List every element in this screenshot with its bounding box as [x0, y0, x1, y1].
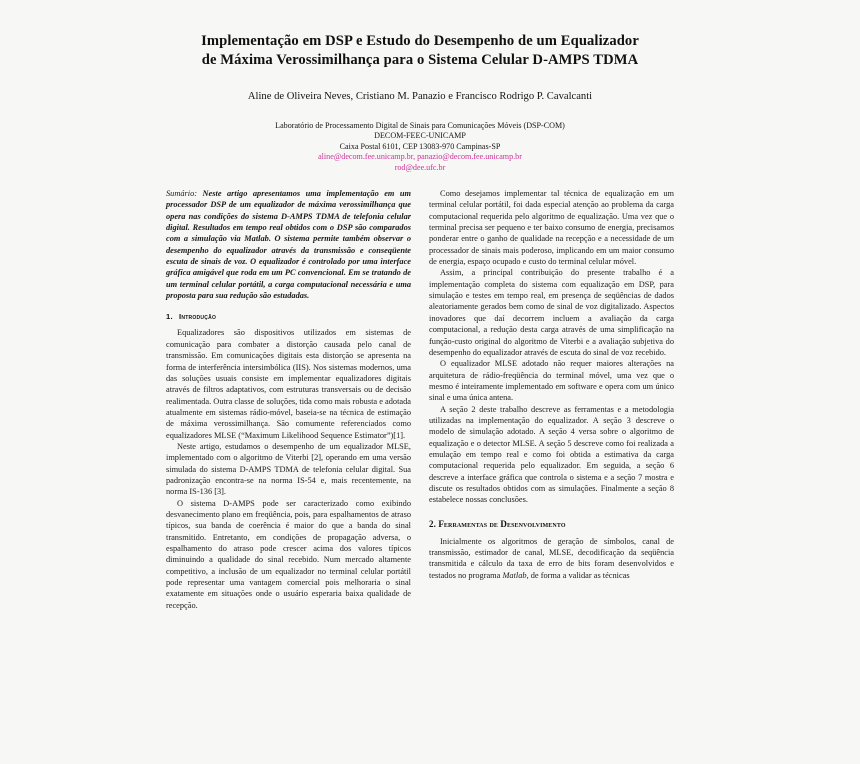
paragraph: Assim, a principal contribuição do presente trabalho é a implementação completa do sistema com equalização em DSP, para simulação e testes em tempo real, em presença de seqüências de dados aleatoriamente gerados bem como de sinal de voz digitalizado. Aspectos inovadores que daí decorrem incluem a avaliação da carga computacional, a redução desta carga através de uma simplificação na função-custo original do algoritmo de Viterbi e a avaliação subjetiva do desempenho do equalizador através de escuta do sinal de voz recebido.	[429, 268, 674, 357]
author-list: Aline de Oliveira Neves, Cristiano M. Panazio e Francisco Rodrigo P. Cavalcanti	[247, 91, 593, 102]
abstract-label: Sumário:	[166, 189, 198, 199]
paragraph: O equalizador MLSE adotado não requer maiores alterações na arquitetura de rádio-freqüência do terminal móvel, uma vez que o mesmo é inteiramente implementado em software e opera com um único sinal e uma única antena.	[429, 359, 674, 403]
affiliation-address: Caixa Postal 6101, CEP 13083-970 Campinas-SP	[339, 141, 501, 151]
section-number-1: 1.	[166, 312, 173, 322]
title-line-1: Implementação em DSP e Estudo do Desempenho de um Equalizador	[201, 33, 639, 49]
affiliation-block	[166, 121, 674, 173]
left-column	[166, 188, 411, 611]
affiliation-department: DECOM-FEEC-UNICAMP	[374, 131, 466, 141]
abstract-paragraph	[166, 188, 411, 301]
paragraph: Equalizadores são dispositivos utilizados em sistemas de comunicação para combater a distorção causada pelo canal de transmissão. Em comunicações digitais esta distorção se apresenta na forma de interferência intersimbólica (IIS). Nos sistemas modernos, uma das soluções usuais consiste em implementar equalizadores digitais através de filtros adaptativos, com estruturas transversais ou de decisão realimentada. Outra classe de soluções, tida como mais robusta e adotada atualmente em sistemas rádio-móvel, baseia-se na técnica de estimação de máxima verossimilhança. São comumente referenciados como equalizadores MLSE (“Maximum Likelihood Sequence Estimator”)[1].	[166, 328, 411, 440]
section-heading-introducao	[166, 312, 411, 321]
page-title	[166, 32, 674, 69]
paragraph: A seção 2 deste trabalho descreve as ferramentas e a metodologia utilizadas na implementação do equalizador. A seção 3 descreve o modelo de simulação adotado. A seção 4 versa sobre o algoritmo de equalização e o detector MLSE. A seção 5 descreve como foi realizada a emulação em tempo real e como foi obtida a estimativa da carga computacional requerida pelo equalizador. Em seguida, a seção 6 descreve a interface gráfica que controla o sistema e a seção 7 mostra e discute os resultados obtidos com as simulações. Finalmente a seção 8 estabelece nossas conclusões.	[429, 404, 674, 505]
italic-term: Matlab	[502, 570, 527, 580]
author-email-line-1[interactable]: aline@decom.fee.unicamp.br, panazio@decom.fee.unicamp.br	[318, 152, 522, 162]
paragraph: Como desejamos implementar tal técnica de equalização em um terminal celular portátil, foi dada especial atenção ao problema da carga computacional requerida pelo algoritmo de equalização. Uma vez que o terminal precisa ser pequeno e ter baixo consumo de energia, precisamos ponderar entre o ganho de qualidade na recepção e a necessidade de um processador de sinais mais poderoso, implicando em um maior consumo de energia, espaço ocupado e custo do terminal celular móvel.	[429, 189, 674, 267]
page-content	[166, 32, 674, 611]
paragraph: O sistema D-AMPS pode ser caracterizado como exibindo desvanecimento plano em freqüência, pois, para espalhamentos de atraso típicos, sua banda de coerência é maior do que a banda do sinal transmitido. Entretanto, em condições de propagação adversa, o espalhamento do atraso pode crescer acima dos valores típicos diminuindo a qualidade do sinal recebido. Num mercado altamente competitivo, a inclusão de um equalizador no terminal celular portátil pode representar uma vantagem comercial pois melhoraria o sinal exatamente em situações onde o usuário esperaria baixa qualidade de recepção.	[166, 498, 411, 610]
two-column-body	[166, 188, 674, 611]
section-title-1: Introdução	[179, 312, 217, 322]
paragraph: Inicialmente os algoritmos de geração de símbolos, canal de transmissão, estimador de canal, MLSE, decodificação da seqüência transmitida e cálculo da taxa de erro de bits foram desenvolvidos e testados no programa Matlab, de forma a validar as técnicas	[429, 536, 674, 580]
abstract-text: Neste artigo apresentamos uma implementação em um processador DSP de um equalizador de máxima verossimilhança que opera nas condições do sistema D-AMPS TDMA de telefonia celular digital. Resultados em tempo real obtidos com o DSP são comparados com a simulação via Matlab. O sistema permite também observar o desempenho do equalizador através da transmissão e conseqüente escuta de sinais de voz. O equalizador é controlado por uma interface gráfica amigável que roda em um PC convencional. Em se tratando de um terminal celular portátil, a carga computacional necessária e uma proposta para sua redução são estudadas.	[166, 189, 411, 301]
right-column	[429, 188, 674, 581]
section-number-2: 2.	[429, 518, 436, 529]
paragraph: Neste artigo, estudamos o desempenho de um equalizador MLSE, implementado com o algoritmo de Viterbi [2], operando em uma versão simulada do sistema D-AMPS TDMA de telefonia celular digital. Sua padronização encontra-se na norma IS-54 e, mais recentemente, na norma IS-136 [3].	[166, 441, 411, 497]
section-heading-ferramentas	[429, 519, 674, 529]
section-title-2: Ferramentas de Desenvolvimento	[438, 518, 566, 529]
title-line-2: de Máxima Verossimilhança para o Sistema Celular D-AMPS TDMA	[201, 51, 639, 68]
affiliation-lab: Laboratório de Processamento Digital de Sinais para Comunicações Móveis (DSP-COM)	[275, 121, 565, 130]
author-email-line-2[interactable]: rod@dee.ufc.br	[394, 162, 446, 172]
